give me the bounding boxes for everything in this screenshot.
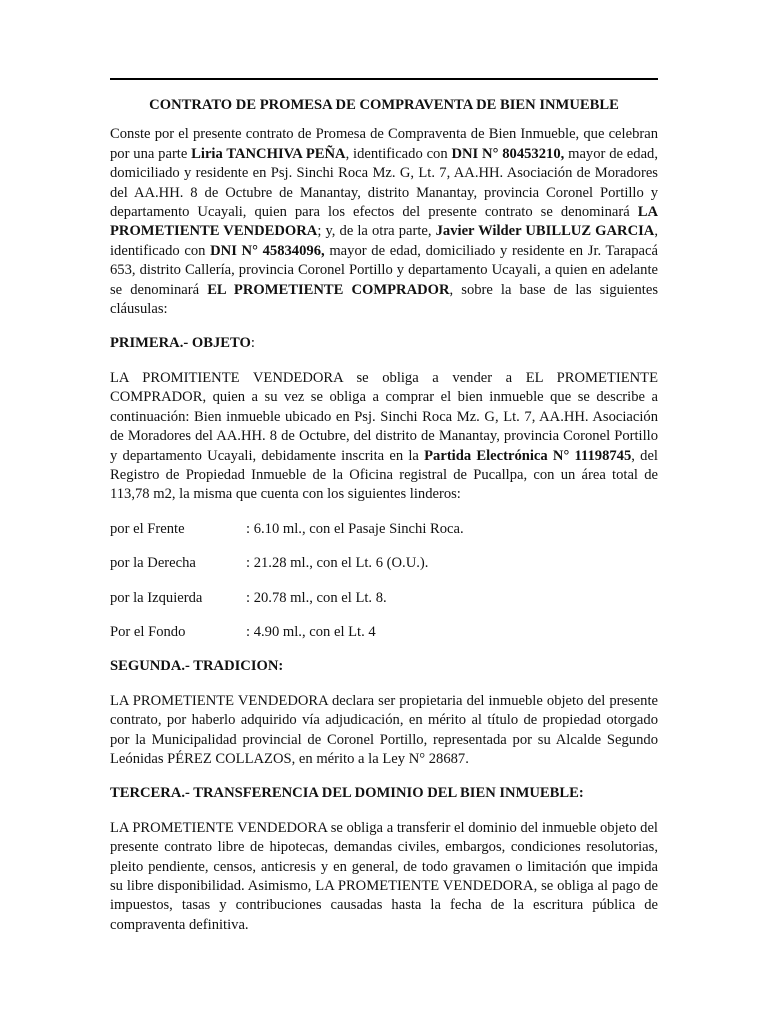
intro-paragraph bbox=[110, 125, 658, 319]
clause-body-segunda: LA PROMETIENTE VENDEDORA declara ser propietaria del inmueble objeto del presente contrato, por haberlo adquirido vía adjudicación, en mérito al título de propiedad otorgado por la Municipalidad provincial de Coronel Portillo, representada por su Alcalde Segundo Leónidas PÉREZ COLLAZOS, en mérito a la Ley N° 28687. bbox=[110, 692, 658, 767]
document-title: CONTRATO DE PROMESA DE COMPRAVENTA DE BIEN INMUEBLE bbox=[149, 97, 619, 113]
intro-run-bold: DNI N° 80453210, bbox=[451, 145, 565, 162]
lindero-value: : 20.78 ml., con el Lt. 8. bbox=[246, 589, 387, 606]
clause-run: LA PROMITIENTE VENDEDORA se obliga a vender a EL PROMETIENTE COMPRADOR, quien a su vez se obliga a comprar el bien inmueble que se describe a continuación: Bien inmueble ubicado en Psj. Sinchi Roca Mz. G, Lt. 7, AA.HH. Asociación de Moradores del AA.HH. 8 de Octubre, del distrito de Manantay, provincia Coronel Portillo y departamento Ucayali, debidamente inscrita en la bbox=[110, 369, 658, 464]
document-body bbox=[110, 96, 658, 950]
lindero-row bbox=[110, 623, 658, 642]
clause-run-bold: Partida Electrónica N° 11198745 bbox=[424, 447, 632, 464]
lindero-row bbox=[110, 554, 658, 573]
intro-run: mayor de edad, domiciliado y residente en Psj. Sinchi Roca Mz. G, Lt. 7, AA.HH. Asociación de Moradores del AA.HH. 8 de Octubre de Manantay, distrito Manantay, provincia Coronel Portillo y departamento Ucayali, quien para los efectos del presente contrato se denominará bbox=[110, 145, 658, 221]
intro-run-bold: Liria TANCHIVA PEÑA bbox=[191, 145, 346, 162]
clause-heading-colon: : bbox=[250, 335, 255, 352]
lindero-label: por el Frente bbox=[110, 520, 185, 537]
clause-heading-segunda: SEGUNDA.- TRADICION: bbox=[110, 658, 284, 675]
lindero-row bbox=[110, 520, 658, 539]
clause-heading-primera bbox=[110, 334, 658, 353]
intro-run: , identificado con bbox=[110, 223, 658, 259]
clause-body-tercera: LA PROMETIENTE VENDEDORA se obliga a transferir el dominio del inmueble objeto del presente contrato libre de hipotecas, demandas civiles, embargos, condiciones resolutorias, pleito pendiente, censos, anticresis y en general, de todo gravamen o limitación que impida su libre disponibilidad. Asimismo, LA PROMETIENTE VENDEDORA, se obliga al pago de impuestos, tasas y contribuciones causadas hasta la fecha de la escritura pública de compraventa definitiva. bbox=[110, 819, 658, 933]
intro-run: , sobre la base de las siguientes cláusulas: bbox=[110, 281, 659, 318]
clause-heading-tercera: TERCERA.- TRANSFERENCIA DEL DOMINIO DEL BIEN INMUEBLE: bbox=[110, 785, 584, 802]
clause-run: , del Registro de Propiedad Inmueble de la Oficina registral de Pucallpa, con un área total de 113,78 m2, la misma que cuenta con los siguientes linderos: bbox=[110, 447, 658, 503]
lindero-row bbox=[110, 589, 658, 608]
intro-run-bold: Javier Wilder UBILLUZ GARCIA bbox=[435, 223, 655, 240]
intro-run: ; y, de la otra parte, bbox=[317, 223, 436, 240]
intro-run: Conste por el presente contrato de Promesa de Compraventa de Bien Inmueble, que celebran por una parte bbox=[110, 126, 658, 162]
intro-run: mayor de edad, domiciliado y residente en Jr. Tarapacá 653, distrito Callería, provincia Coronel Portillo y departamento Ucayali, a quien en adelante se denominará bbox=[110, 242, 658, 298]
lindero-value: : 6.10 ml., con el Pasaje Sinchi Roca. bbox=[246, 520, 464, 537]
lindero-label: por la Izquierda bbox=[110, 589, 203, 606]
clause-body-primera bbox=[110, 369, 658, 505]
intro-run-bold: EL PROMETIENTE COMPRADOR bbox=[207, 281, 450, 298]
lindero-label: Por el Fondo bbox=[110, 623, 186, 640]
lindero-value: : 4.90 ml., con el Lt. 4 bbox=[246, 623, 376, 640]
lindero-value: : 21.28 ml., con el Lt. 6 (O.U.). bbox=[246, 555, 429, 572]
clause-heading-text: PRIMERA.- OBJETO bbox=[110, 335, 251, 352]
intro-run: , identificado con bbox=[345, 145, 452, 162]
lindero-label: por la Derecha bbox=[110, 555, 196, 572]
top-rule bbox=[110, 78, 658, 80]
intro-run-bold: LA PROMETIENTE VENDEDORA bbox=[110, 204, 658, 240]
intro-run-bold: DNI N° 45834096, bbox=[210, 242, 325, 259]
